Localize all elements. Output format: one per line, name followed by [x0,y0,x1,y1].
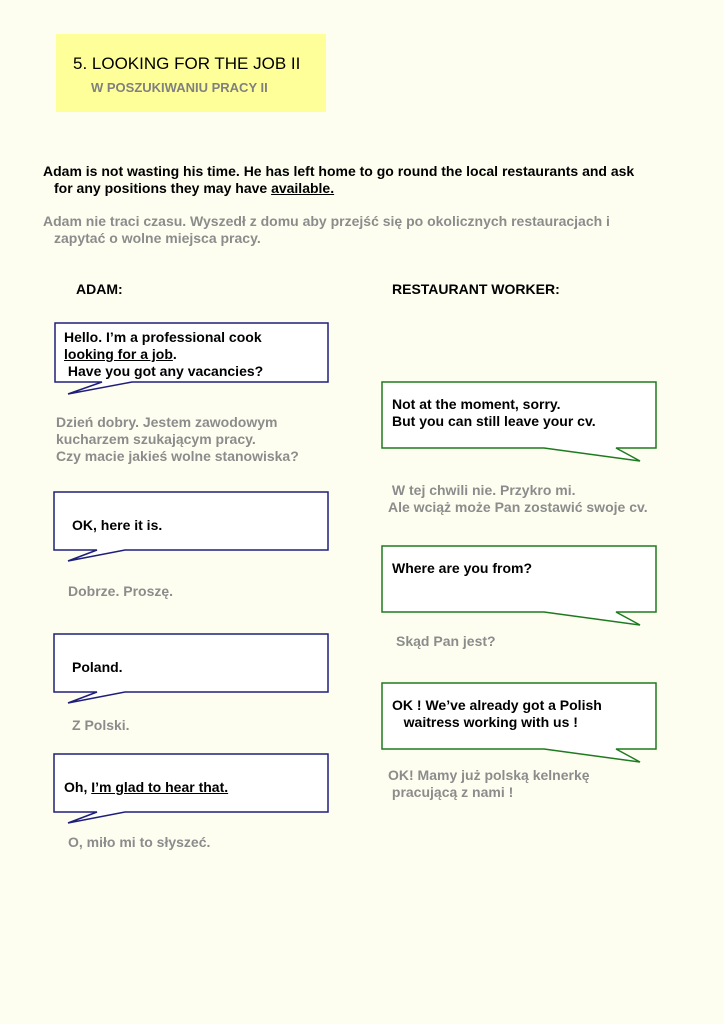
column-header-adam: ADAM: [76,281,123,297]
adam-bubble-1-line-2 [64,346,263,363]
adam-translation-1-line-2: kucharzem szukającym pracy. [56,431,256,447]
adam-bubble-1-line-3: Have you got any vacancies? [64,363,264,379]
column-header-worker: RESTAURANT WORKER: [392,281,560,297]
worker-bubble-3-line-1: OK ! We’ve already got a Polish [392,697,602,713]
worker-translation-1-line-2: Ale wciąż może Pan zostawić swoje cv. [388,499,648,515]
intro-polish-line-2: zapytać o wolne miejsca pracy. [54,230,261,246]
adam-bubble-1-line-1: Hello. I’m a professional cook [64,329,262,345]
worker-translation-3-line-1: OK! Mamy już polską kelnerkę [388,767,590,783]
adam-bubble-4-underlined: I’m glad to hear that. [91,779,229,795]
worker-translation-3-line-2: pracującą z nami ! [388,784,514,800]
worker-bubble-2-shape [382,546,656,625]
adam-translation-1-line-3: Czy macie jakieś wolne stanowiska? [56,448,299,464]
worker-translation-1-line-1: W tej chwili nie. Przykro mi. [388,482,576,498]
adam-bubble-3-text: Poland. [72,659,123,675]
adam-bubble-1-text [64,329,263,380]
intro-english-line-2-text: for any positions they may have [54,180,272,196]
adam-bubble-2-text: OK, here it is. [72,517,163,533]
adam-translation-1 [56,414,299,465]
intro-polish-line-1: Adam nie traci czasu. Wyszedł z domu aby przejść się po okolicznych restauracjach i [43,213,610,229]
adam-translation-2: Dobrze. Proszę. [68,583,174,599]
adam-bubble-4-pre: Oh, [64,779,92,795]
adam-translation-3: Z Polski. [72,717,130,733]
worker-translation-3 [388,767,590,801]
worker-bubble-3-line-2: waitress working with us ! [392,714,578,730]
page-subtitle: W POSZUKIWANIU PRACY II [91,80,268,95]
adam-translation-1-line-1: Dzień dobry. Jestem zawodowym [56,414,278,430]
intro-english-line-1: Adam is not wasting his time. He has left home to go round the local restaurants and ask [43,163,635,179]
adam-translation-4: O, miło mi to słyszeć. [68,834,211,850]
worker-bubble-2-text: Where are you from? [392,560,533,576]
worker-bubble-1-text [392,396,596,430]
worker-bubble-1-line-1: Not at the moment, sorry. [392,396,561,412]
worker-bubble-3-text [392,697,602,731]
intro-english-underlined-word: available. [271,180,335,196]
adam-bubble-1-underlined: looking for a job [64,346,173,362]
page-title: 5. LOOKING FOR THE JOB II [73,54,301,73]
worker-bubble-1-line-2: But you can still leave your cv. [392,413,596,429]
adam-bubble-4-text [64,779,228,796]
adam-bubble-1-period: . [172,346,177,362]
worker-translation-1 [388,482,648,516]
worker-translation-2: Skąd Pan jest? [396,633,496,649]
